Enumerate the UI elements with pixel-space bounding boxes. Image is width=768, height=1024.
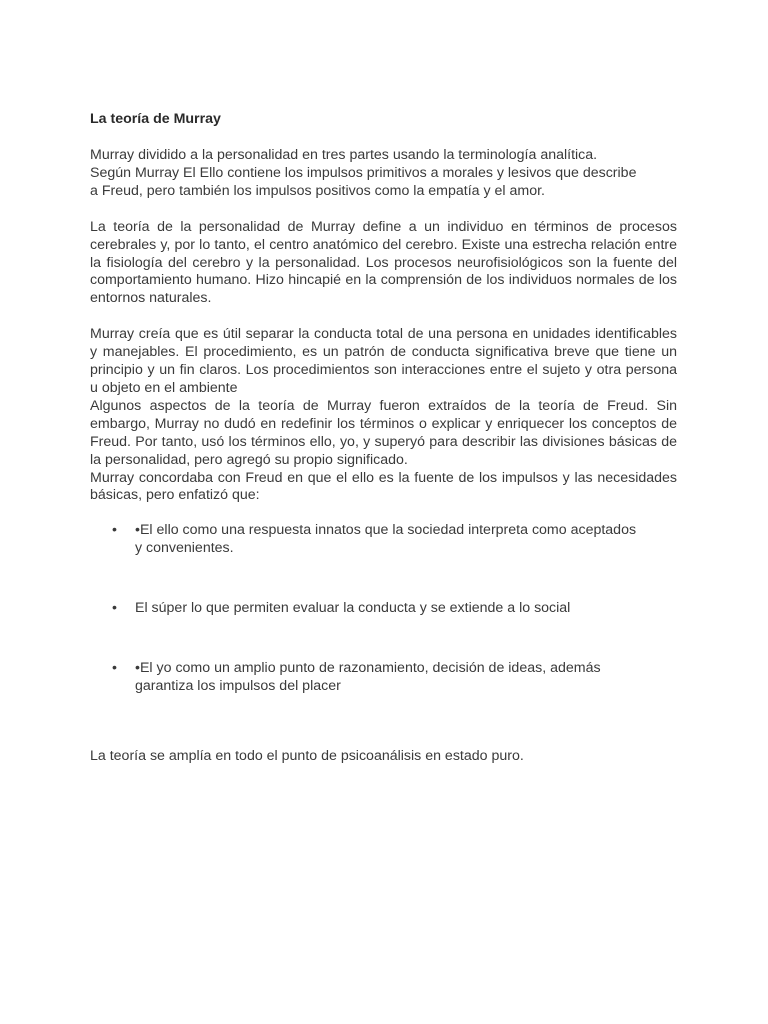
bullet-list — [90, 522, 677, 696]
document-title: La teoría de Murray — [90, 111, 221, 127]
list-item-line: y convenientes. — [135, 540, 234, 557]
paragraph-procedures: Murray creía que es útil separar la conducta total de una persona en unidades identificables y manejables. El procedimiento, es un patrón de conducta significativa breve que tiene un principio y un fin claros. Los procedimientos son interacciones entre el sujeto y otra persona u objeto en el ambiente — [90, 326, 677, 396]
list-item-line: •El ello como una respuesta innatos que la sociedad interpreta como aceptados — [135, 522, 637, 539]
intro-line: Según Murray El Ello contiene los impulsos primitivos a morales y lesivos que describe — [90, 164, 637, 181]
bullet-icon: • — [112, 600, 117, 617]
paragraph-brain-theory: La teoría de la personalidad de Murray define a un individuo en términos de procesos cerebrales y, por lo tanto, el centro anatómico del cerebro. Existe una estrecha relación entre la fisiología del cerebro y la personalidad. Los procesos neurofisiológicos son la fuente del comportamiento humano. Hizo hincapié en la comprensión de los individuos normales de los entornos naturales. — [90, 218, 677, 307]
list-item — [90, 660, 677, 696]
intro-line: Murray dividido a la personalidad en tres partes usando la terminología analítica. — [90, 147, 598, 163]
paragraph-freud-aspects: Algunos aspectos de la teoría de Murray fueron extraídos de la teoría de Freud. Sin embargo, Murray no dudó en redefinir los términos o explicar y enriquecer los conceptos de Freud. Por tanto, usó los términos ello, yo, y superyó para describir las divisiones básicas de la personalidad, pero agregó su propio significado. — [90, 397, 677, 468]
list-item-line: garantiza los impulsos del placer — [135, 677, 341, 694]
list-item — [90, 600, 677, 618]
closing-paragraph: La teoría se amplía en todo el punto de psicoanálisis en estado puro. — [90, 747, 524, 764]
list-item — [90, 522, 677, 558]
list-item-line: El súper lo que permiten evaluar la conducta y se extiende a lo social — [135, 600, 571, 617]
paragraph-murray-freud: Murray concordaba con Freud en que el ello es la fuente de los impulsos y las necesidades básicas, pero enfatizó que: — [90, 469, 677, 504]
intro-line: a Freud, pero también los impulsos positivos como la empatía y el amor. — [90, 182, 545, 199]
bullet-icon: • — [112, 660, 117, 677]
list-item-line: •El yo como un amplio punto de razonamiento, decisión de ideas, además — [135, 660, 601, 677]
document-content — [90, 111, 677, 766]
bullet-icon: • — [112, 522, 117, 539]
intro-paragraph — [90, 147, 677, 201]
